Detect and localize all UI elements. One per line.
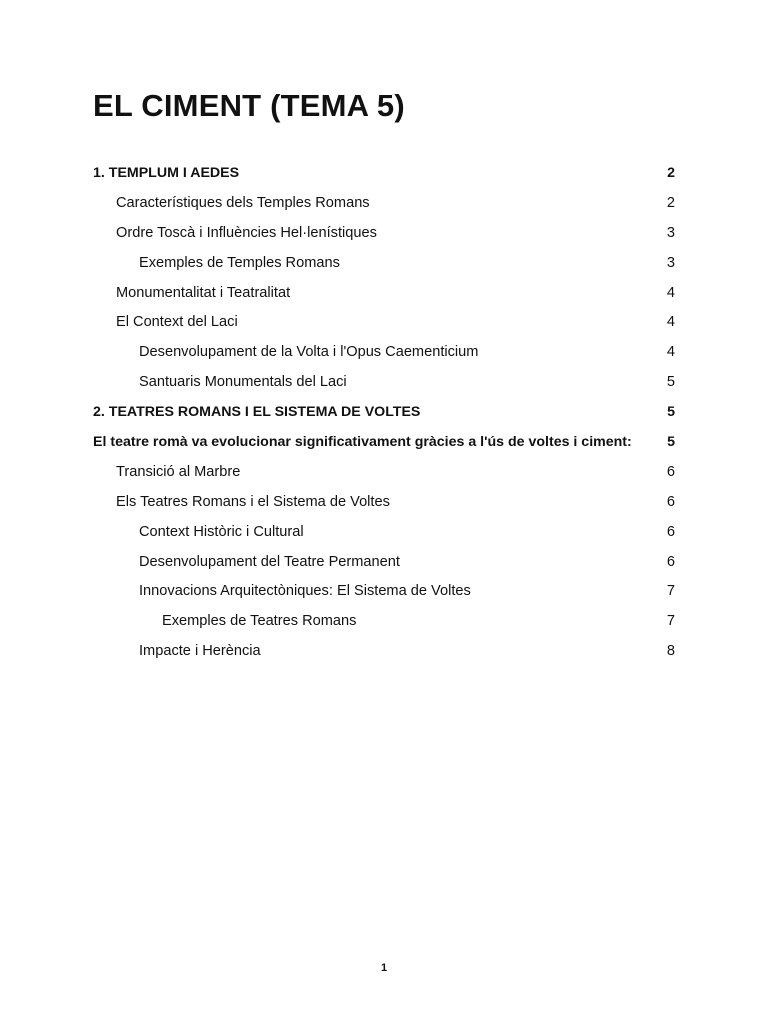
toc-entry-page-number: 3 [666,254,675,271]
toc-entry-title: Desenvolupament de la Volta i l'Opus Caementicium [139,344,479,361]
toc-entry[interactable] [93,576,675,606]
toc-entry[interactable] [93,218,675,248]
toc-entry-page-number: 5 [667,433,675,450]
toc-entry[interactable] [93,547,675,577]
toc-entry[interactable] [93,278,675,308]
toc-entry-title: Innovacions Arquitectòniques: El Sistema de Voltes [139,583,471,600]
toc-entry-title: El teatre romà va evolucionar significativament gràcies a l'ús de voltes i ciment: [93,433,632,450]
toc-entry-page-number: 5 [666,374,675,391]
toc-entry-page-number: 2 [666,194,675,211]
table-of-contents [93,158,675,666]
document-title: EL CIMENT (TEMA 5) [93,88,405,123]
toc-entry-title: 1. TEMPLUM I AEDES [93,164,240,181]
toc-entry-title: El Context del Laci [116,314,238,331]
toc-entry-page-number: 6 [666,553,675,570]
toc-entry-page-number: 5 [667,404,675,421]
toc-entry-page-number: 4 [666,284,675,301]
toc-entry-title: Ordre Toscà i Influències Hel·lenístiques [116,224,377,241]
toc-entry[interactable] [93,636,675,666]
toc-entry-page-number: 2 [667,164,675,181]
toc-entry[interactable] [93,487,675,517]
toc-entry-page-number: 4 [666,314,675,331]
toc-entry-page-number: 6 [666,523,675,540]
toc-entry[interactable] [93,367,675,397]
toc-entry[interactable] [93,427,675,457]
toc-entry[interactable] [93,188,675,218]
toc-entry[interactable] [93,517,675,547]
toc-entry-page-number: 6 [666,463,675,480]
toc-entry-title: Santuaris Monumentals del Laci [139,374,347,391]
toc-entry-page-number: 6 [666,493,675,510]
toc-entry-page-number: 7 [666,613,675,630]
toc-entry[interactable] [93,397,675,427]
toc-entry[interactable] [93,248,675,278]
toc-entry-page-number: 7 [666,583,675,600]
toc-entry-title: Característiques dels Temples Romans [116,194,370,211]
toc-entry[interactable] [93,606,675,636]
toc-entry-page-number: 4 [666,344,675,361]
toc-entry[interactable] [93,158,675,188]
toc-entry-title: Transició al Marbre [116,463,241,480]
toc-entry-page-number: 8 [666,643,675,660]
toc-entry-title: Monumentalitat i Teatralitat [116,284,291,301]
toc-entry-title: Els Teatres Romans i el Sistema de Voltes [116,493,390,510]
toc-entry-page-number: 3 [666,224,675,241]
toc-entry-title: Exemples de Temples Romans [139,254,340,271]
toc-entry[interactable] [93,457,675,487]
toc-entry[interactable] [93,307,675,337]
toc-entry-title: Exemples de Teatres Romans [162,613,357,630]
toc-entry[interactable] [93,337,675,367]
toc-entry-title: Context Històric i Cultural [139,523,304,540]
toc-entry-title: Impacte i Herència [139,643,261,660]
toc-entry-title: Desenvolupament del Teatre Permanent [139,553,400,570]
page-number: 1 [380,962,388,974]
toc-entry-title: 2. TEATRES ROMANS I EL SISTEMA DE VOLTES [93,404,421,421]
